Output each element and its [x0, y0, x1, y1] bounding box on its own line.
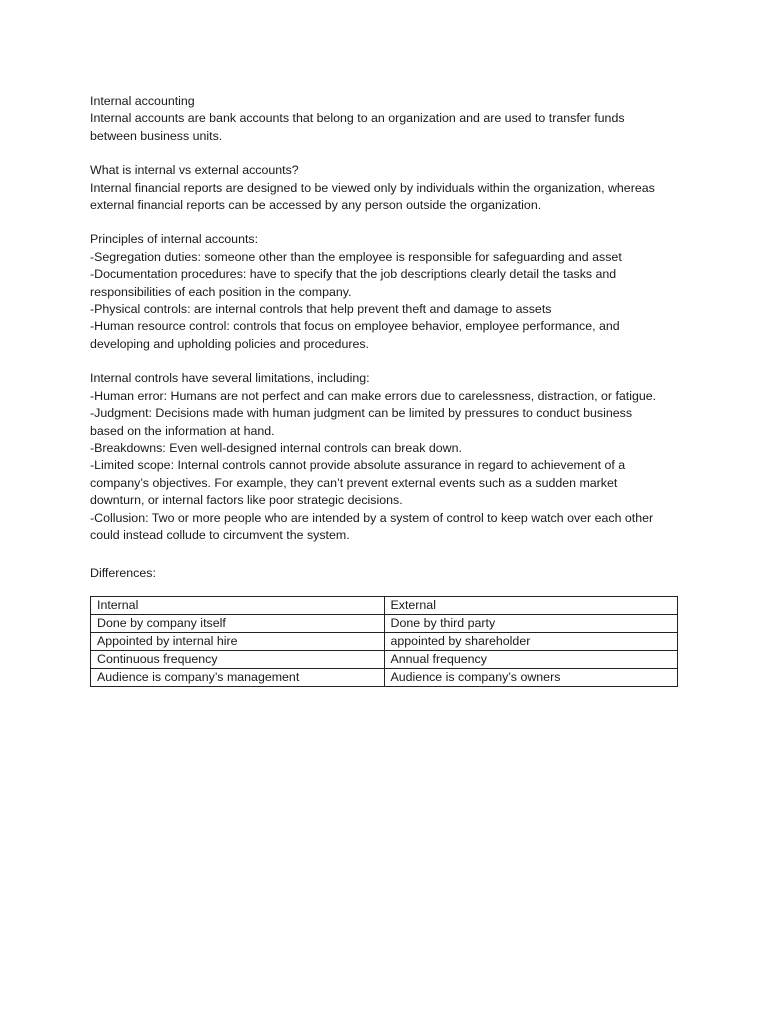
table-cell: Appointed by internal hire [91, 632, 385, 650]
intro-line: Internal accounts are bank accounts that belong to an organization and are used to transfer funds [90, 111, 625, 126]
table-row [91, 614, 678, 632]
answer-line: external financial reports can be accessed by any person outside the organization. [90, 198, 542, 213]
table-cell: Continuous frequency [91, 650, 385, 668]
principle-line: -Documentation procedures: have to specify that the job descriptions clearly detail the tasks and [90, 267, 617, 282]
limitation-line: -Judgment: Decisions made with human judgment can be limited by pressures to conduct business [90, 406, 633, 421]
table-cell: Audience is company’s owners [384, 668, 678, 686]
table-cell: Done by company itself [91, 614, 385, 632]
table-row [91, 632, 678, 650]
limitation-line: -Human error: Humans are not perfect and can make errors due to carelessness, distraction, or fatigue. [90, 388, 657, 403]
principle-line: -Segregation duties: someone other than the employee is responsible for safeguarding and asset [90, 249, 622, 264]
limitation-line: could instead collude to circumvent the system. [90, 527, 350, 542]
limitation-line: based on the information at hand. [90, 423, 275, 438]
table-cell: External [384, 596, 678, 614]
table-cell: Internal [91, 596, 385, 614]
intro-line: between business units. [90, 128, 223, 143]
principle-line: -Human resource control: controls that focus on employee behavior, employee performance, and [90, 319, 620, 334]
differences-table [90, 596, 678, 687]
principles-heading: Principles of internal accounts: [90, 232, 259, 247]
table-cell: Done by third party [384, 614, 678, 632]
table-cell: Audience is company’s management [91, 668, 385, 686]
limitation-line: -Collusion: Two or more people who are intended by a system of control to keep watch over each other [90, 510, 654, 525]
table-row [91, 650, 678, 668]
answer-line: Internal financial reports are designed to be viewed only by individuals within the organization, whereas [90, 180, 655, 195]
table-cell: Annual frequency [384, 650, 678, 668]
limitation-line: downturn, or internal factors like poor strategic decisions. [90, 493, 403, 508]
principle-line: -Physical controls: are internal controls that help prevent theft and damage to assets [90, 302, 552, 317]
question-heading: What is internal vs external accounts? [90, 163, 299, 178]
principle-line: developing and upholding policies and procedures. [90, 336, 369, 351]
document-title: Internal accounting [90, 94, 195, 108]
limitation-line: -Limited scope: Internal controls cannot provide absolute assurance in regard to achievement of a [90, 458, 626, 473]
limitations-heading: Internal controls have several limitations, including: [90, 371, 370, 386]
principle-line: responsibilities of each position in the company. [90, 284, 352, 299]
table-row [91, 668, 678, 686]
differences-heading: Differences: [90, 566, 156, 581]
limitation-line: company’s objectives. For example, they can’t prevent external events such as a sudden market [90, 475, 618, 490]
table-cell: appointed by shareholder [384, 632, 678, 650]
document-page [90, 93, 690, 687]
table-row [91, 596, 678, 614]
limitation-line: -Breakdowns: Even well-designed internal controls can break down. [90, 440, 462, 455]
